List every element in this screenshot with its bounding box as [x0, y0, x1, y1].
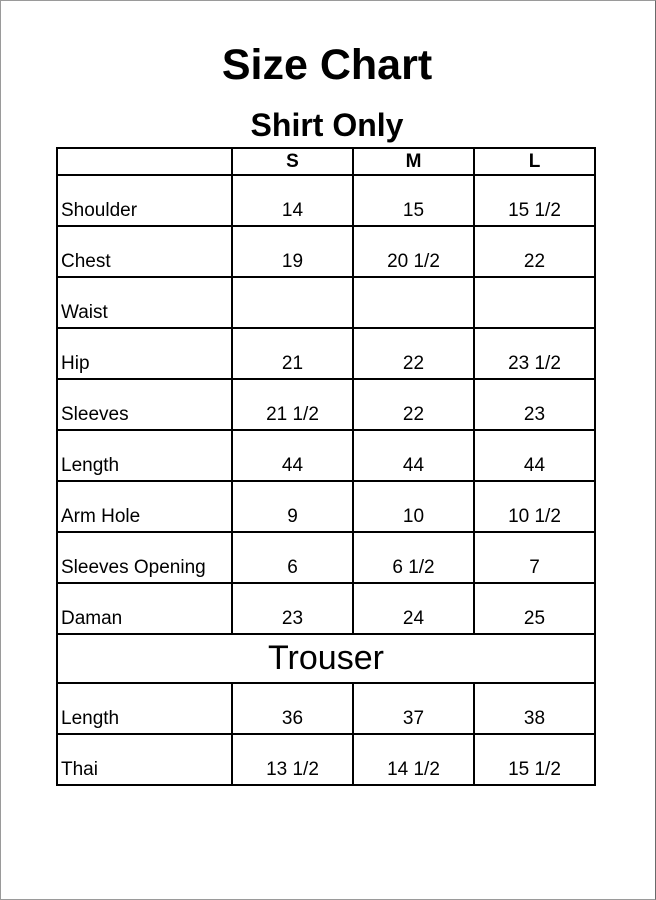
size-value-l: 23 — [474, 379, 595, 430]
size-value-s: 36 — [232, 683, 353, 734]
row-label: Waist — [57, 277, 232, 328]
row-label: Length — [57, 430, 232, 481]
size-value-l: 25 — [474, 583, 595, 634]
header-row — [57, 148, 595, 175]
size-value-m: 20 1/2 — [353, 226, 474, 277]
header-cell-blank — [57, 148, 232, 175]
row-label: Arm Hole — [57, 481, 232, 532]
row-label: Hip — [57, 328, 232, 379]
header-cell-s: S — [232, 148, 353, 175]
size-value-m: 37 — [353, 683, 474, 734]
page-subtitle: Shirt Only — [250, 107, 404, 143]
size-value-m: 22 — [353, 379, 474, 430]
table-row — [57, 532, 595, 583]
size-value-s: 23 — [232, 583, 353, 634]
size-value-s: 19 — [232, 226, 353, 277]
table-row — [57, 583, 595, 634]
size-value-m: 24 — [353, 583, 474, 634]
row-label: Shoulder — [57, 175, 232, 226]
trouser-section-row — [57, 634, 595, 683]
size-chart-table — [56, 147, 596, 786]
size-value-l: 38 — [474, 683, 595, 734]
size-value-l: 10 1/2 — [474, 481, 595, 532]
table-row — [57, 683, 595, 734]
size-value-l: 15 1/2 — [474, 734, 595, 785]
row-label: Sleeves Opening — [57, 532, 232, 583]
size-value-s: 21 1/2 — [232, 379, 353, 430]
row-label: Sleeves — [57, 379, 232, 430]
size-value-s: 13 1/2 — [232, 734, 353, 785]
page-title: Size Chart — [221, 41, 433, 89]
size-value-l: 15 1/2 — [474, 175, 595, 226]
size-value-s: 44 — [232, 430, 353, 481]
size-value-m: 15 — [353, 175, 474, 226]
table-row — [57, 226, 595, 277]
size-value-s: 14 — [232, 175, 353, 226]
table-row — [57, 430, 595, 481]
size-value-m: 22 — [353, 328, 474, 379]
header-cell-l: L — [474, 148, 595, 175]
header-cell-m: M — [353, 148, 474, 175]
table-row — [57, 481, 595, 532]
size-value-m: 10 — [353, 481, 474, 532]
size-value-m: 44 — [353, 430, 474, 481]
row-label: Thai — [57, 734, 232, 785]
table-row — [57, 277, 595, 328]
size-value-s — [232, 277, 353, 328]
size-value-s: 6 — [232, 532, 353, 583]
size-value-l — [474, 277, 595, 328]
size-value-m — [353, 277, 474, 328]
trouser-heading: Trouser — [57, 634, 595, 683]
row-label: Length — [57, 683, 232, 734]
size-value-l: 23 1/2 — [474, 328, 595, 379]
table-row — [57, 328, 595, 379]
row-label: Daman — [57, 583, 232, 634]
table-row — [57, 175, 595, 226]
size-value-l: 7 — [474, 532, 595, 583]
table-row — [57, 379, 595, 430]
size-value-s: 9 — [232, 481, 353, 532]
size-value-l: 22 — [474, 226, 595, 277]
size-value-s: 21 — [232, 328, 353, 379]
size-value-m: 14 1/2 — [353, 734, 474, 785]
size-value-l: 44 — [474, 430, 595, 481]
table-row — [57, 734, 595, 785]
row-label: Chest — [57, 226, 232, 277]
size-value-m: 6 1/2 — [353, 532, 474, 583]
